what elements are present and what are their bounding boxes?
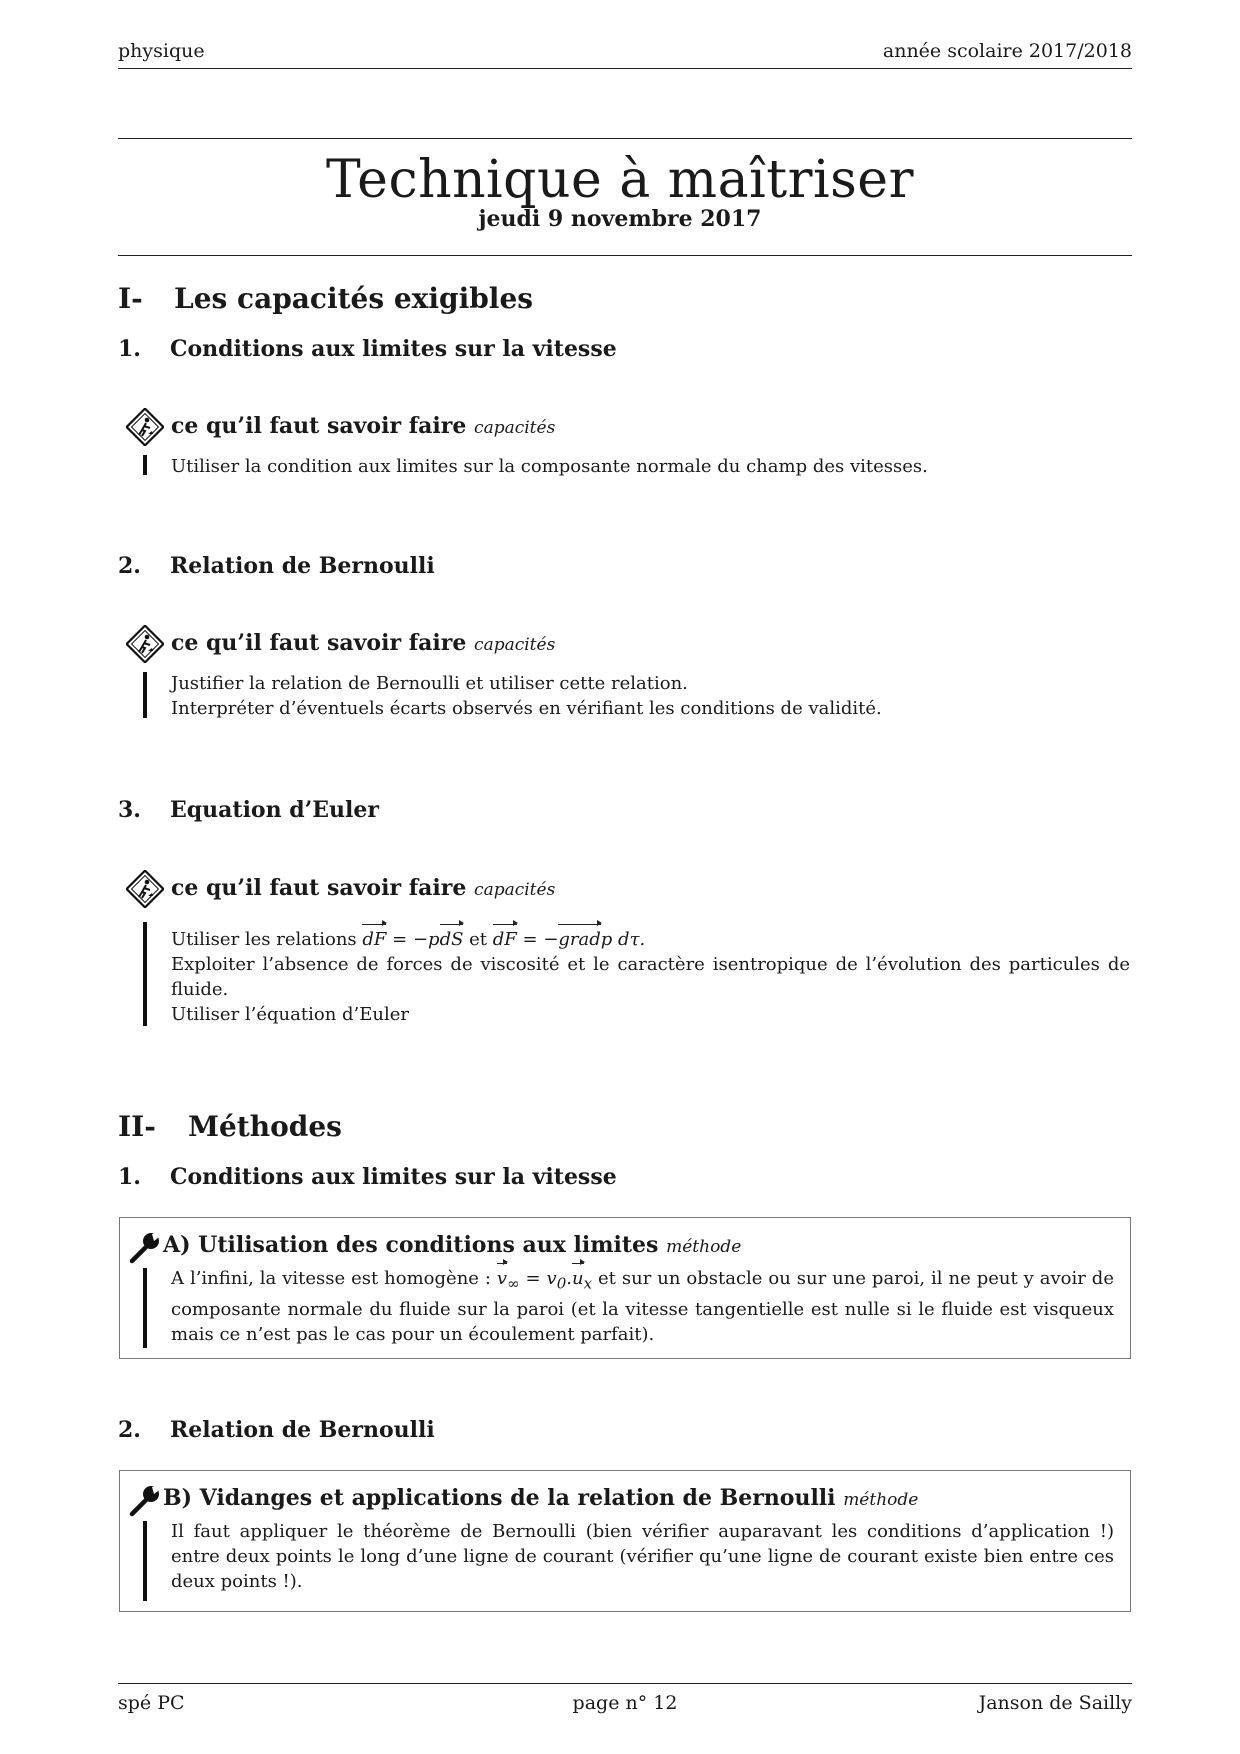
roadwork-sign-icon [126,408,164,446]
roadwork-sign-icon [126,625,164,663]
title-top-rule [118,138,1132,139]
capacities-text: Utiliser la condition aux limites sur la composante normale du champ des vitesses. [171,456,928,477]
method-box-text: A l’infini, la vitesse est homogène : $v_\infty = v_0.u_x$ et sur un obstacle ou sur une paroi, il ne peut y avoir de composante normale du fluide sur la paroi (et la vitesse tangentielle est nulle si le fluide est visqueux mais ce n’est pas le cas pour un écoulement parfait). [171,1268,1114,1345]
wrench-icon [126,1229,162,1265]
capacities-bar [143,455,147,475]
capacities-text: Justifier la relation de Bernoulli et utiliser cette relation. Interpréter d’éventuels écarts observés en vérifiant les conditions de validité. [171,673,882,719]
subsection-heading-2-2: 2. Relation de Bernoulli [118,1417,435,1443]
method-box-b [119,1470,1131,1612]
method-box-text: Il faut appliquer le théorème de Bernoulli (bien vérifier auparavant les conditions d’application !) entre deux points le long d’une ligne de courant (vérifier qu’une ligne de courant existe bien entre ces deux points !). [171,1521,1114,1592]
capacities-heading: ce qu’il faut savoir faire capacités [171,413,556,439]
footer-left: spé PC [118,1692,185,1714]
title-bottom-rule [118,255,1132,256]
header-left: physique [118,40,205,62]
capacities-heading: ce qu’il faut savoir faire capacités [171,875,556,901]
euler-relations-line: Utiliser les relations dF = −pdS et dF = −gradp dτ. [171,929,646,950]
capacities-bar [143,672,147,718]
page-date: jeudi 9 novembre 2017 [478,206,762,232]
formula-dF-pressure: dF = −pdS [362,929,464,950]
header-right: année scolaire 2017/2018 [882,40,1132,62]
running-header [118,38,1132,69]
section-heading-2: II- Méthodes [118,1110,342,1143]
method-box-a [119,1217,1131,1359]
method-box-title: A) Utilisation des conditions aux limites méthode [163,1232,742,1258]
roadwork-sign-icon [126,870,164,908]
subsection-heading-1-1: 1. Conditions aux limites sur la vitesse [118,336,617,362]
formula-dF-gradient: dF = −gradp dτ. [492,929,646,950]
running-footer [118,1683,1132,1724]
footer-right: Janson de Sailly [978,1692,1132,1714]
subsection-heading-1-3: 3. Equation d’Euler [118,797,379,823]
page-title: Technique à maîtriser [326,150,914,210]
wrench-icon [126,1482,162,1518]
capacities-heading: ce qu’il faut savoir faire capacités [171,630,556,656]
capacities-text: Utiliser les relations dF = −pdS et dF = −gradp dτ. Exploiter l’absence de forces de viscosité et le caractère isentropique de l’évolution des particules de fluide. Utiliser l’équation d’Euler [171,929,1130,1025]
method-bar [143,1521,147,1601]
capacities-bar [143,922,147,1026]
page-number: page n° 12 [572,1692,678,1714]
subsection-heading-1-2: 2. Relation de Bernoulli [118,553,435,579]
subsection-heading-2-1: 1. Conditions aux limites sur la vitesse [118,1164,617,1190]
section-heading-1: I- Les capacités exigibles [118,282,534,315]
formula-infinity-velocity: $v_\infty = v_0.u_x$ [496,1268,593,1293]
method-box-title: B) Vidanges et applications de la relation de Bernoulli méthode [163,1485,919,1511]
method-bar [143,1268,147,1348]
